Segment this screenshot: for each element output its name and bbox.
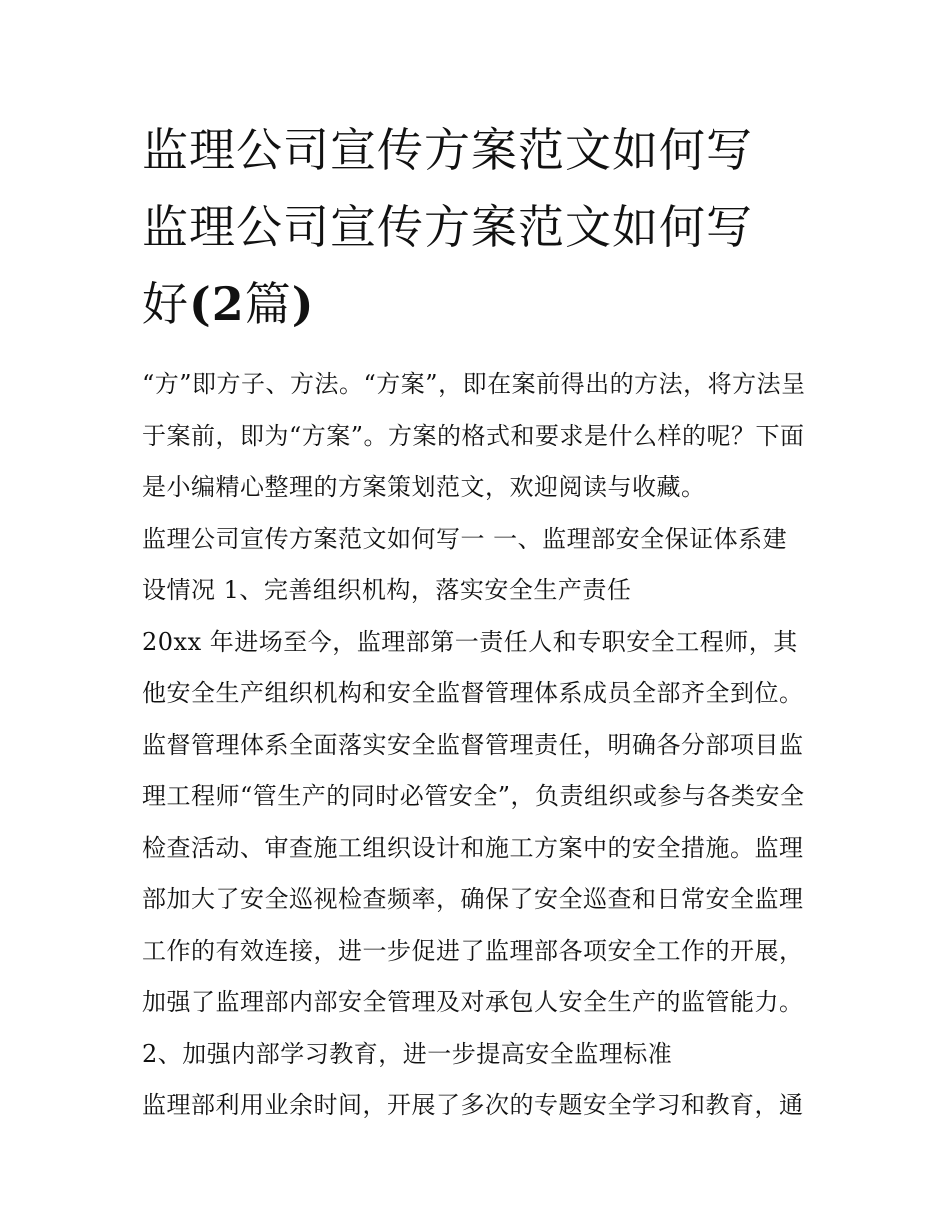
body-line: 2、加强内部学习教育，进一步提高安全监理标准	[142, 1039, 673, 1068]
body-line: 加强了监理部内部安全管理及对承包人安全生产的监管能力。	[142, 988, 804, 1016]
title-count-number: (2	[189, 277, 245, 331]
title-line-3-prefix: 好	[142, 277, 189, 331]
body-line: 监理部利用业余时间，开展了多次的专题安全学习和教育，通	[142, 1091, 804, 1119]
body-line: 20xx 年进场至今，监理部第一责任人和专职安全工程师，其	[142, 627, 798, 656]
title-close-paren: )	[291, 277, 315, 331]
document-body	[142, 359, 814, 1132]
body-line: 设情况 1、完善组织机构，落实安全生产责任	[142, 576, 632, 604]
body-line: 是小编精心整理的方案策划范文，欢迎阅读与收藏。	[142, 473, 706, 501]
body-line: 他安全生产组织机构和安全监督管理体系成员全部齐全到位。	[142, 679, 804, 707]
title-count-unit: 篇	[244, 277, 292, 331]
body-line: 部加大了安全巡视检查频率，确保了安全巡查和日常安全监理	[142, 885, 804, 913]
document-page	[142, 112, 814, 1132]
body-line: 于案前，即为“方案”。方案的格式和要求是什么样的呢？下面	[142, 421, 805, 450]
title-line-1: 监理公司宣传方案范文如何写	[142, 123, 753, 177]
body-line: 工作的有效连接，进一步促进了监理部各项安全工作的开展，	[142, 936, 804, 965]
body-line: 监督管理体系全面落实安全监督管理责任，明确各分部项目监	[142, 730, 804, 759]
document-title	[142, 112, 814, 343]
body-line: 检查活动、审查施工组织设计和施工方案中的安全措施。监理	[142, 833, 804, 862]
body-line: 监理公司宣传方案范文如何写一 一、监理部安全保证体系建	[142, 524, 788, 553]
body-line: 理工程师“管生产的同时必管安全”，负责组织或参与各类安全	[142, 782, 805, 810]
body-line: “方”即方子、方法。“方案”，即在案前得出的方法，将方法呈	[142, 370, 806, 398]
title-line-3	[142, 266, 814, 343]
title-line-2: 监理公司宣传方案范文如何写	[142, 200, 753, 254]
